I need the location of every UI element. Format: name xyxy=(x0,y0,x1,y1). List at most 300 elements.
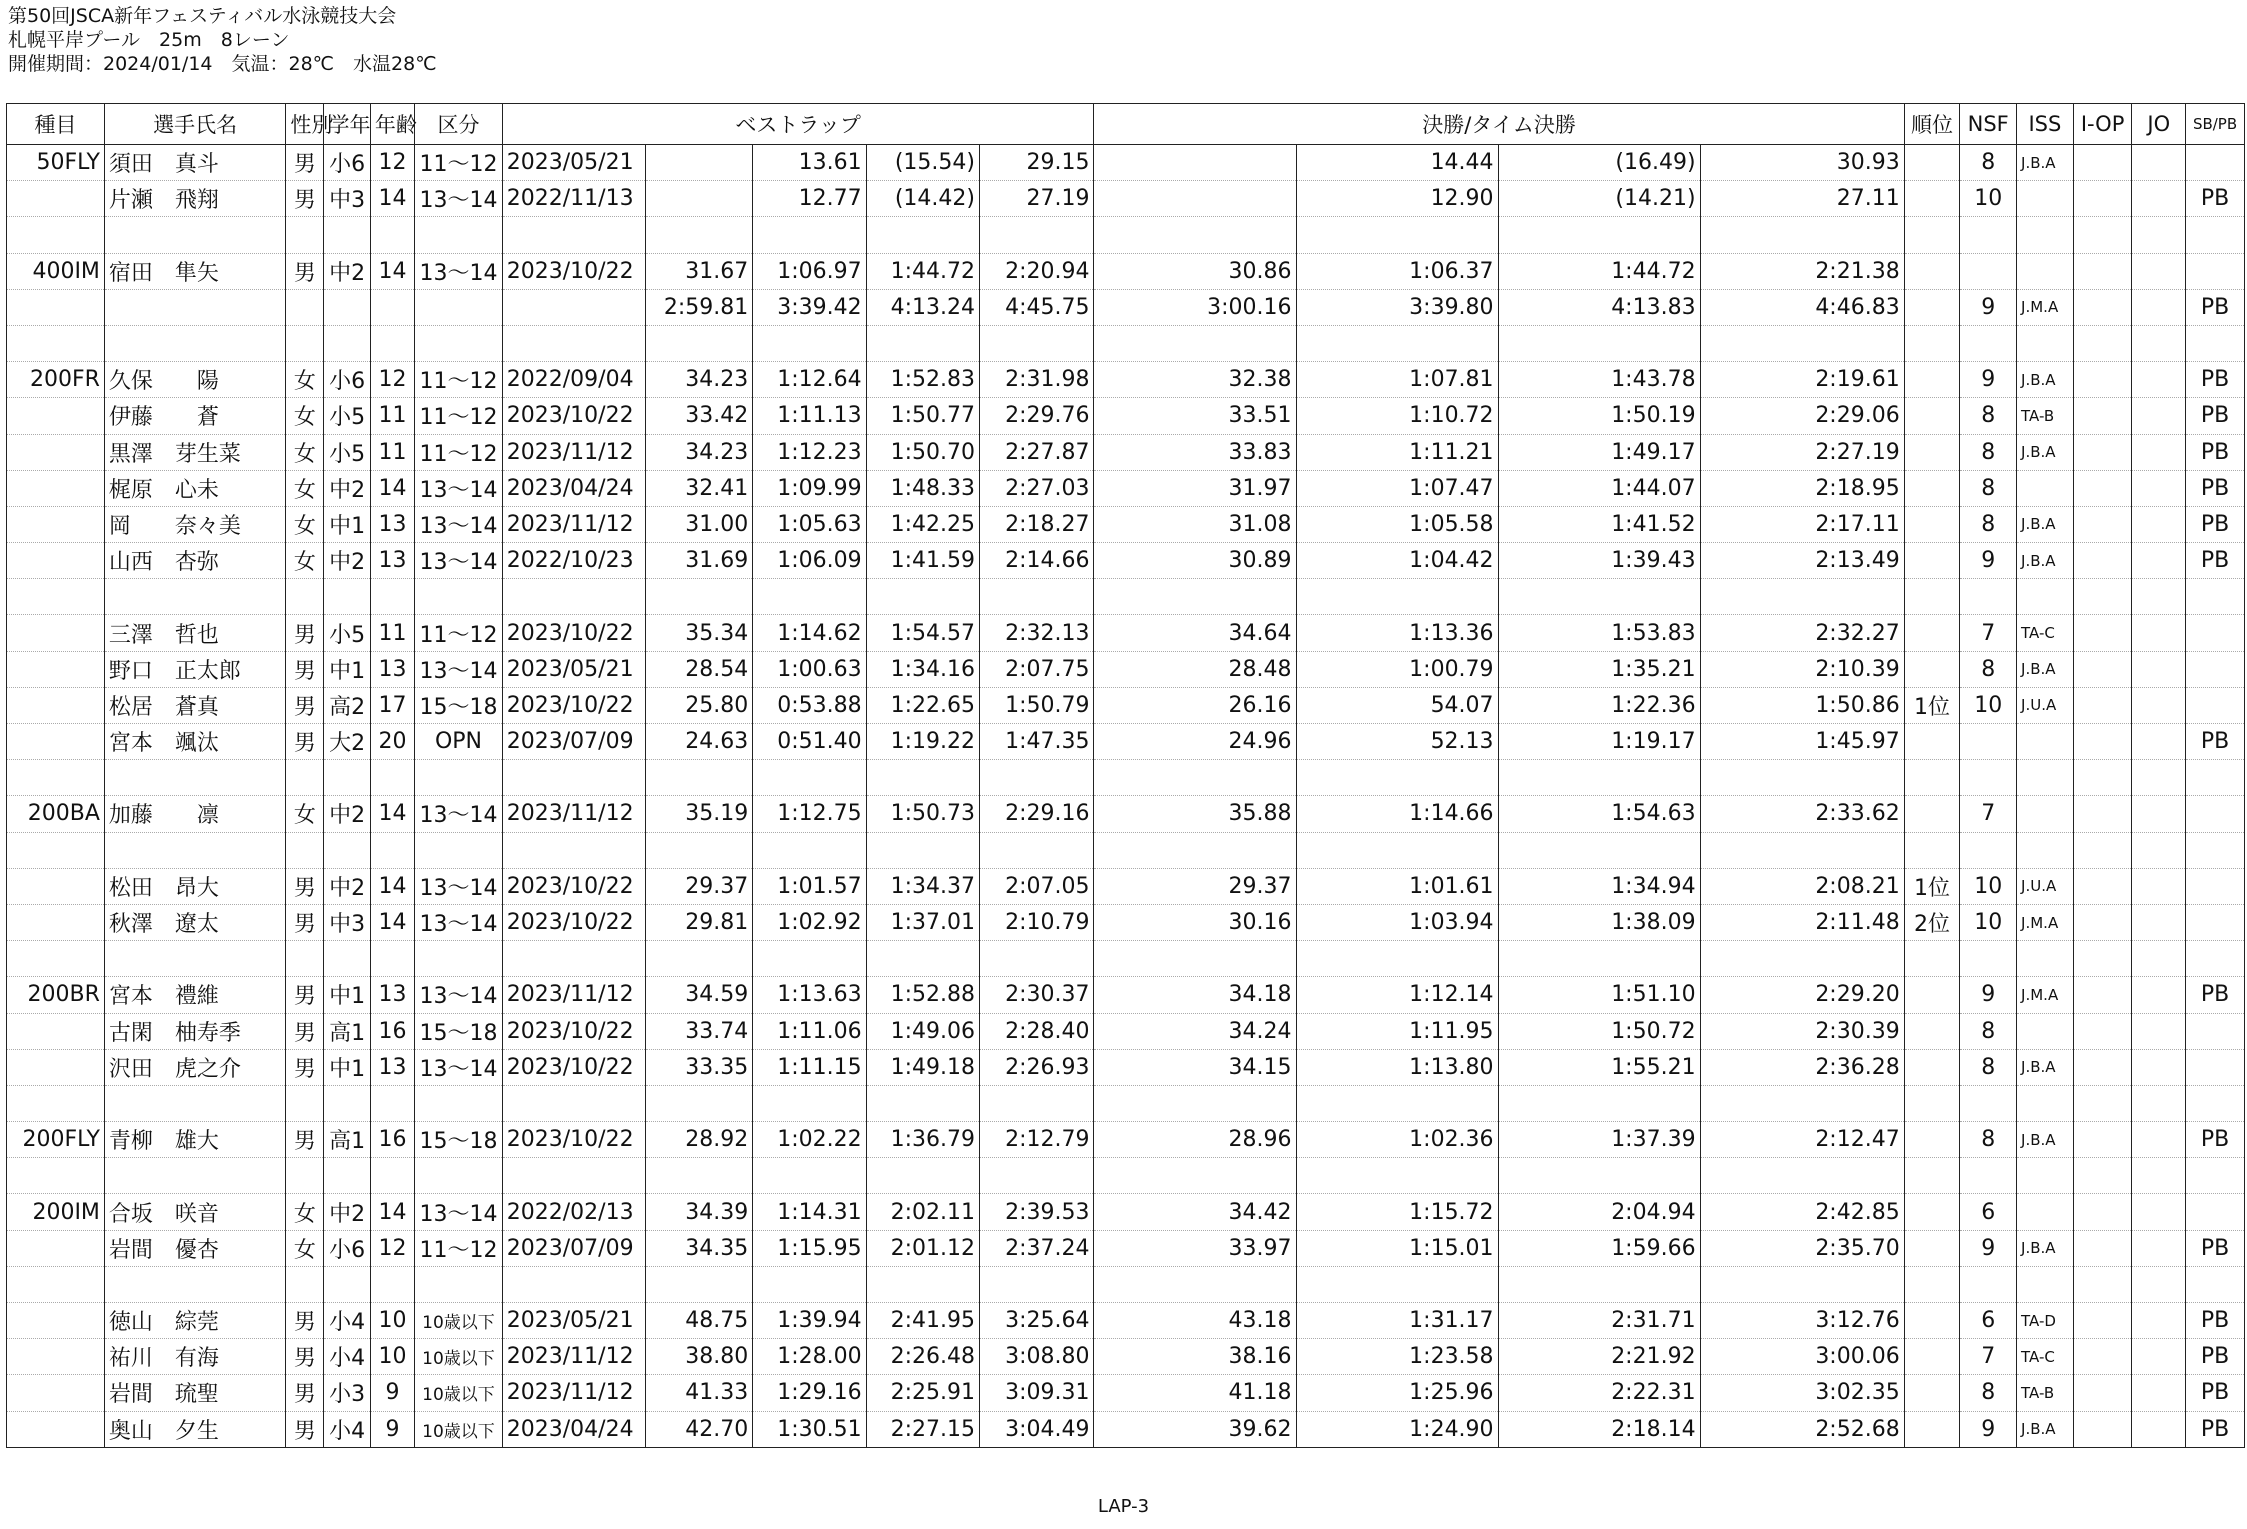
final-split: 31.08 xyxy=(1094,506,1296,542)
table-row xyxy=(7,977,2245,1013)
col-sbpb: SB/PB xyxy=(2186,104,2245,145)
age-cell: 10 xyxy=(370,1339,414,1375)
category-cell: 11～12 xyxy=(415,362,503,398)
jo-cell xyxy=(2132,977,2186,1013)
category-cell: 13～14 xyxy=(415,977,503,1013)
category-cell: 11～12 xyxy=(415,145,503,181)
iop-cell xyxy=(2073,904,2132,940)
category-cell: 11～12 xyxy=(415,1230,503,1266)
name-cell: 伊藤 蒼 xyxy=(104,398,285,434)
best-lap-split: 1:12.64 xyxy=(753,362,866,398)
final-split: 3:00.06 xyxy=(1700,1339,1904,1375)
name-cell: 宮本 颯汰 xyxy=(104,724,285,760)
best-lap-split: 1:39.94 xyxy=(753,1303,866,1339)
grade-cell: 小4 xyxy=(324,1411,370,1447)
empty-cell xyxy=(1094,1266,1296,1302)
col-jo: JO xyxy=(2132,104,2186,145)
final-split: 2:30.39 xyxy=(1700,1013,1904,1049)
empty-cell xyxy=(2017,579,2074,615)
iss-cell: TA-C xyxy=(2017,615,2074,651)
best-lap-split: 1:36.79 xyxy=(866,1122,979,1158)
sbpb-cell xyxy=(2186,904,2245,940)
table-row xyxy=(7,1230,2245,1266)
empty-cell xyxy=(324,1158,370,1194)
jo-cell xyxy=(2132,1411,2186,1447)
best-lap-split: 1:49.06 xyxy=(866,1013,979,1049)
name-cell: 黒澤 芽生菜 xyxy=(104,434,285,470)
final-split: 1:11.95 xyxy=(1296,1013,1498,1049)
table-row xyxy=(7,181,2245,217)
nsf-cell: 8 xyxy=(1960,651,2017,687)
best-lap-split: 29.37 xyxy=(646,868,753,904)
iop-cell xyxy=(2073,506,2132,542)
best-lap-split: (14.42) xyxy=(866,181,979,217)
final-split: 1:34.94 xyxy=(1498,868,1700,904)
table-row xyxy=(7,253,2245,289)
category-cell: 15～18 xyxy=(415,1013,503,1049)
rank-cell xyxy=(1904,1049,1960,1085)
category-cell: 13～14 xyxy=(415,1194,503,1230)
empty-cell xyxy=(646,217,753,253)
table-row xyxy=(7,615,2245,651)
final-split: 2:12.47 xyxy=(1700,1122,1904,1158)
empty-cell xyxy=(286,832,324,868)
final-split: 2:27.19 xyxy=(1700,434,1904,470)
empty-cell xyxy=(502,1158,645,1194)
jo-cell xyxy=(2132,181,2186,217)
empty-cell xyxy=(1498,941,1700,977)
empty-cell xyxy=(2073,760,2132,796)
final-split: 1:13.36 xyxy=(1296,615,1498,651)
empty-cell xyxy=(2186,832,2245,868)
sbpb-cell: PB xyxy=(2186,398,2245,434)
table-row xyxy=(7,145,2245,181)
iop-cell xyxy=(2073,470,2132,506)
best-lap-split: 1:50.70 xyxy=(866,434,979,470)
best-lap-split: 1:50.77 xyxy=(866,398,979,434)
meet-title: 第50回JSCA新年フェスティバル水泳競技大会 xyxy=(8,5,397,27)
nsf-cell: 8 xyxy=(1960,1122,2017,1158)
empty-cell xyxy=(1904,217,1960,253)
iss-cell xyxy=(2017,1194,2074,1230)
spacer-row xyxy=(7,941,2245,977)
final-split xyxy=(1094,145,1296,181)
empty-cell xyxy=(1960,217,2017,253)
empty-cell xyxy=(1700,1085,1904,1121)
empty-cell xyxy=(370,832,414,868)
empty-cell xyxy=(370,1266,414,1302)
best-lap-split: 1:30.51 xyxy=(753,1411,866,1447)
best-lap-split: 2:29.76 xyxy=(980,398,1094,434)
name-cell: 青柳 雄大 xyxy=(104,1122,285,1158)
col-grade: 学年 xyxy=(324,104,370,145)
empty-cell xyxy=(1498,579,1700,615)
age-cell: 12 xyxy=(370,1230,414,1266)
jo-cell xyxy=(2132,1375,2186,1411)
best-lap-split: 34.59 xyxy=(646,977,753,1013)
final-split: 1:07.81 xyxy=(1296,362,1498,398)
best-lap-split: 1:52.88 xyxy=(866,977,979,1013)
best-lap-split: 2:27.87 xyxy=(980,434,1094,470)
final-split: 1:05.58 xyxy=(1296,506,1498,542)
sex-cell: 女 xyxy=(286,434,324,470)
final-split: 26.16 xyxy=(1094,687,1296,723)
final-split: 2:31.71 xyxy=(1498,1303,1700,1339)
jo-cell xyxy=(2132,904,2186,940)
empty-cell xyxy=(370,941,414,977)
empty-cell xyxy=(646,325,753,361)
event-cell xyxy=(7,181,105,217)
empty-cell xyxy=(2017,1158,2074,1194)
event-cell: 200IM xyxy=(7,1194,105,1230)
nsf-cell: 10 xyxy=(1960,868,2017,904)
rank-cell xyxy=(1904,543,1960,579)
table-row xyxy=(7,398,2245,434)
best-lap-split: 2:02.11 xyxy=(866,1194,979,1230)
grade-cell: 中3 xyxy=(324,904,370,940)
best-lap-split: 31.69 xyxy=(646,543,753,579)
final-split: 1:19.17 xyxy=(1498,724,1700,760)
final-split: 31.97 xyxy=(1094,470,1296,506)
best-lap-split: 4:45.75 xyxy=(980,289,1094,325)
table-row xyxy=(7,1411,2245,1447)
final-split: 1:24.90 xyxy=(1296,1411,1498,1447)
empty-cell xyxy=(1296,217,1498,253)
sbpb-cell: PB xyxy=(2186,181,2245,217)
rank-cell: 1位 xyxy=(1904,868,1960,904)
sex-cell: 女 xyxy=(286,362,324,398)
table-row xyxy=(7,506,2245,542)
empty-cell xyxy=(1960,1266,2017,1302)
sex-cell: 男 xyxy=(286,1339,324,1375)
sex-cell: 男 xyxy=(286,181,324,217)
iop-cell xyxy=(2073,615,2132,651)
final-split: 2:18.14 xyxy=(1498,1411,1700,1447)
empty-cell xyxy=(1296,1158,1498,1194)
category-cell: 10歳以下 xyxy=(415,1303,503,1339)
empty-cell xyxy=(1498,1158,1700,1194)
col-event: 種目 xyxy=(7,104,105,145)
event-cell xyxy=(7,615,105,651)
nsf-cell: 7 xyxy=(1960,1339,2017,1375)
empty-cell xyxy=(1904,941,1960,977)
empty-cell xyxy=(1296,832,1498,868)
empty-cell xyxy=(1904,1158,1960,1194)
sex-cell: 女 xyxy=(286,398,324,434)
final-split: 1:55.21 xyxy=(1498,1049,1700,1085)
sbpb-cell xyxy=(2186,796,2245,832)
jo-cell xyxy=(2132,1339,2186,1375)
name-cell: 片瀬 飛翔 xyxy=(104,181,285,217)
final-split: 2:29.20 xyxy=(1700,977,1904,1013)
best-lap-split: 2:28.40 xyxy=(980,1013,1094,1049)
final-split: (16.49) xyxy=(1498,145,1700,181)
empty-cell xyxy=(753,579,866,615)
age-cell: 14 xyxy=(370,181,414,217)
empty-cell xyxy=(7,1158,105,1194)
empty-cell xyxy=(1904,760,1960,796)
results-table xyxy=(6,103,2245,1448)
rank-cell xyxy=(1904,506,1960,542)
event-cell xyxy=(7,1049,105,1085)
best-lap-split: 4:13.24 xyxy=(866,289,979,325)
empty-cell xyxy=(286,217,324,253)
iop-cell xyxy=(2073,1230,2132,1266)
best-lap-split: 3:08.80 xyxy=(980,1339,1094,1375)
nsf-cell: 9 xyxy=(1960,977,2017,1013)
age-cell: 14 xyxy=(370,470,414,506)
jo-cell xyxy=(2132,1049,2186,1085)
rank-cell xyxy=(1904,181,1960,217)
final-split: 33.51 xyxy=(1094,398,1296,434)
category-cell: 11～12 xyxy=(415,434,503,470)
age-cell: 12 xyxy=(370,145,414,181)
best-lap-split: 1:37.01 xyxy=(866,904,979,940)
name-cell: 松田 昂大 xyxy=(104,868,285,904)
final-split: 27.11 xyxy=(1700,181,1904,217)
final-split: 1:01.61 xyxy=(1296,868,1498,904)
empty-cell xyxy=(646,832,753,868)
best-date-cell: 2023/10/22 xyxy=(502,1122,645,1158)
empty-cell xyxy=(753,832,866,868)
best-lap-split: 2:01.12 xyxy=(866,1230,979,1266)
nsf-cell: 6 xyxy=(1960,1303,2017,1339)
best-date-cell: 2023/11/12 xyxy=(502,1339,645,1375)
empty-cell xyxy=(502,760,645,796)
age-cell: 13 xyxy=(370,977,414,1013)
final-split: 1:15.01 xyxy=(1296,1230,1498,1266)
grade-cell: 中2 xyxy=(324,1194,370,1230)
table-row xyxy=(7,289,2245,325)
event-cell xyxy=(7,289,105,325)
name-cell: 野口 正太郎 xyxy=(104,651,285,687)
final-split: 1:45.97 xyxy=(1700,724,1904,760)
rank-cell xyxy=(1904,398,1960,434)
category-cell: 13～14 xyxy=(415,470,503,506)
col-category: 区分 xyxy=(415,104,503,145)
jo-cell xyxy=(2132,1122,2186,1158)
rank-cell xyxy=(1904,1411,1960,1447)
best-lap-split: 13.61 xyxy=(753,145,866,181)
best-lap-split: 1:11.15 xyxy=(753,1049,866,1085)
category-cell: 13～14 xyxy=(415,543,503,579)
best-lap-split: 2:14.66 xyxy=(980,543,1094,579)
empty-cell xyxy=(646,1158,753,1194)
event-cell xyxy=(7,1411,105,1447)
sex-cell: 男 xyxy=(286,1411,324,1447)
final-split: 1:37.39 xyxy=(1498,1122,1700,1158)
empty-cell xyxy=(2186,941,2245,977)
jo-cell xyxy=(2132,1194,2186,1230)
empty-cell xyxy=(866,1158,979,1194)
name-cell: 加藤 凛 xyxy=(104,796,285,832)
nsf-cell: 9 xyxy=(1960,289,2017,325)
best-lap-split: 38.80 xyxy=(646,1339,753,1375)
best-lap-split: 33.74 xyxy=(646,1013,753,1049)
sex-cell: 男 xyxy=(286,904,324,940)
final-split: 35.88 xyxy=(1094,796,1296,832)
empty-cell xyxy=(324,1085,370,1121)
empty-cell xyxy=(1094,941,1296,977)
final-split: 1:59.66 xyxy=(1498,1230,1700,1266)
category-cell: 13～14 xyxy=(415,651,503,687)
final-split: 34.42 xyxy=(1094,1194,1296,1230)
empty-cell xyxy=(415,1266,503,1302)
empty-cell xyxy=(1700,325,1904,361)
best-date-cell: 2023/11/12 xyxy=(502,506,645,542)
empty-cell xyxy=(2132,832,2186,868)
empty-cell xyxy=(1296,941,1498,977)
best-lap-split: 1:28.00 xyxy=(753,1339,866,1375)
table-row xyxy=(7,1013,2245,1049)
jo-cell xyxy=(2132,253,2186,289)
table-row xyxy=(7,1122,2245,1158)
empty-cell xyxy=(104,1158,285,1194)
age-cell: 17 xyxy=(370,687,414,723)
iss-cell xyxy=(2017,181,2074,217)
empty-cell xyxy=(1296,579,1498,615)
empty-cell xyxy=(502,325,645,361)
rank-cell xyxy=(1904,470,1960,506)
best-date-cell: 2023/10/22 xyxy=(502,253,645,289)
final-split: 1:53.83 xyxy=(1498,615,1700,651)
final-split: 54.07 xyxy=(1296,687,1498,723)
best-lap-split: 1:02.22 xyxy=(753,1122,866,1158)
sex-cell: 女 xyxy=(286,543,324,579)
grade-cell: 小5 xyxy=(324,434,370,470)
empty-cell xyxy=(1094,217,1296,253)
final-split: 2:32.27 xyxy=(1700,615,1904,651)
empty-cell xyxy=(753,1085,866,1121)
final-split: 1:23.58 xyxy=(1296,1339,1498,1375)
category-cell: 13～14 xyxy=(415,1049,503,1085)
final-split: 1:44.72 xyxy=(1498,253,1700,289)
final-split: 1:12.14 xyxy=(1296,977,1498,1013)
empty-cell xyxy=(415,760,503,796)
best-lap-split: 0:53.88 xyxy=(753,687,866,723)
event-cell: 400IM xyxy=(7,253,105,289)
empty-cell xyxy=(866,217,979,253)
best-lap-split: 1:34.16 xyxy=(866,651,979,687)
sbpb-cell: PB xyxy=(2186,289,2245,325)
best-lap-split: 1:14.62 xyxy=(753,615,866,651)
spacer-row xyxy=(7,832,2245,868)
best-lap-split: 1:41.59 xyxy=(866,543,979,579)
final-split: 34.64 xyxy=(1094,615,1296,651)
category-cell: 13～14 xyxy=(415,868,503,904)
empty-cell xyxy=(2186,1158,2245,1194)
final-split: 43.18 xyxy=(1094,1303,1296,1339)
empty-cell xyxy=(980,1266,1094,1302)
iop-cell xyxy=(2073,1375,2132,1411)
age-cell: 13 xyxy=(370,543,414,579)
grade-cell: 中2 xyxy=(324,868,370,904)
age-cell: 12 xyxy=(370,362,414,398)
best-lap-split: 1:12.75 xyxy=(753,796,866,832)
col-age: 年齢 xyxy=(370,104,414,145)
nsf-cell: 10 xyxy=(1960,687,2017,723)
best-lap-split: 2:26.93 xyxy=(980,1049,1094,1085)
empty-cell xyxy=(286,1158,324,1194)
jo-cell xyxy=(2132,434,2186,470)
final-split: 1:43.78 xyxy=(1498,362,1700,398)
table-header-row xyxy=(7,104,2245,145)
category-cell: 10歳以下 xyxy=(415,1339,503,1375)
sbpb-cell xyxy=(2186,253,2245,289)
empty-cell xyxy=(1960,941,2017,977)
empty-cell xyxy=(286,325,324,361)
sex-cell: 男 xyxy=(286,1013,324,1049)
age-cell xyxy=(370,289,414,325)
iss-cell: TA-B xyxy=(2017,1375,2074,1411)
empty-cell xyxy=(1960,1158,2017,1194)
iop-cell xyxy=(2073,977,2132,1013)
empty-cell xyxy=(753,760,866,796)
rank-cell xyxy=(1904,145,1960,181)
final-split: 3:02.35 xyxy=(1700,1375,1904,1411)
sbpb-cell: PB xyxy=(2186,434,2245,470)
final-split: 24.96 xyxy=(1094,724,1296,760)
event-cell xyxy=(7,687,105,723)
rank-cell xyxy=(1904,289,1960,325)
final-split: 4:13.83 xyxy=(1498,289,1700,325)
best-lap-split: 24.63 xyxy=(646,724,753,760)
final-split: 38.16 xyxy=(1094,1339,1296,1375)
iop-cell xyxy=(2073,796,2132,832)
empty-cell xyxy=(1960,760,2017,796)
empty-cell xyxy=(104,1266,285,1302)
best-lap-split: 2:31.98 xyxy=(980,362,1094,398)
rank-cell xyxy=(1904,1122,1960,1158)
event-cell: 50FLY xyxy=(7,145,105,181)
final-split: 1:50.86 xyxy=(1700,687,1904,723)
spacer-row xyxy=(7,325,2245,361)
final-split: 1:02.36 xyxy=(1296,1122,1498,1158)
nsf-cell: 9 xyxy=(1960,1411,2017,1447)
grade-cell: 高1 xyxy=(324,1013,370,1049)
sbpb-cell: PB xyxy=(2186,1230,2245,1266)
nsf-cell: 6 xyxy=(1960,1194,2017,1230)
final-split xyxy=(1094,181,1296,217)
final-split: 1:50.72 xyxy=(1498,1013,1700,1049)
grade-cell: 小5 xyxy=(324,398,370,434)
nsf-cell: 8 xyxy=(1960,470,2017,506)
empty-cell xyxy=(415,579,503,615)
best-lap-split: 1:06.09 xyxy=(753,543,866,579)
empty-cell xyxy=(1094,325,1296,361)
empty-cell xyxy=(324,1266,370,1302)
rank-cell xyxy=(1904,651,1960,687)
empty-cell xyxy=(286,941,324,977)
rank-cell xyxy=(1904,253,1960,289)
empty-cell xyxy=(2017,941,2074,977)
category-cell xyxy=(415,289,503,325)
final-split: 1:22.36 xyxy=(1498,687,1700,723)
jo-cell xyxy=(2132,868,2186,904)
nsf-cell: 8 xyxy=(1960,1049,2017,1085)
category-cell: OPN xyxy=(415,724,503,760)
final-split: 34.24 xyxy=(1094,1013,1296,1049)
age-cell: 11 xyxy=(370,434,414,470)
best-lap-split: 2:29.16 xyxy=(980,796,1094,832)
iss-cell: TA-C xyxy=(2017,1339,2074,1375)
grade-cell: 小6 xyxy=(324,145,370,181)
best-date-cell: 2023/04/24 xyxy=(502,1411,645,1447)
empty-cell xyxy=(2017,832,2074,868)
best-lap-split: 3:39.42 xyxy=(753,289,866,325)
iss-cell xyxy=(2017,470,2074,506)
grade-cell: 中1 xyxy=(324,1049,370,1085)
